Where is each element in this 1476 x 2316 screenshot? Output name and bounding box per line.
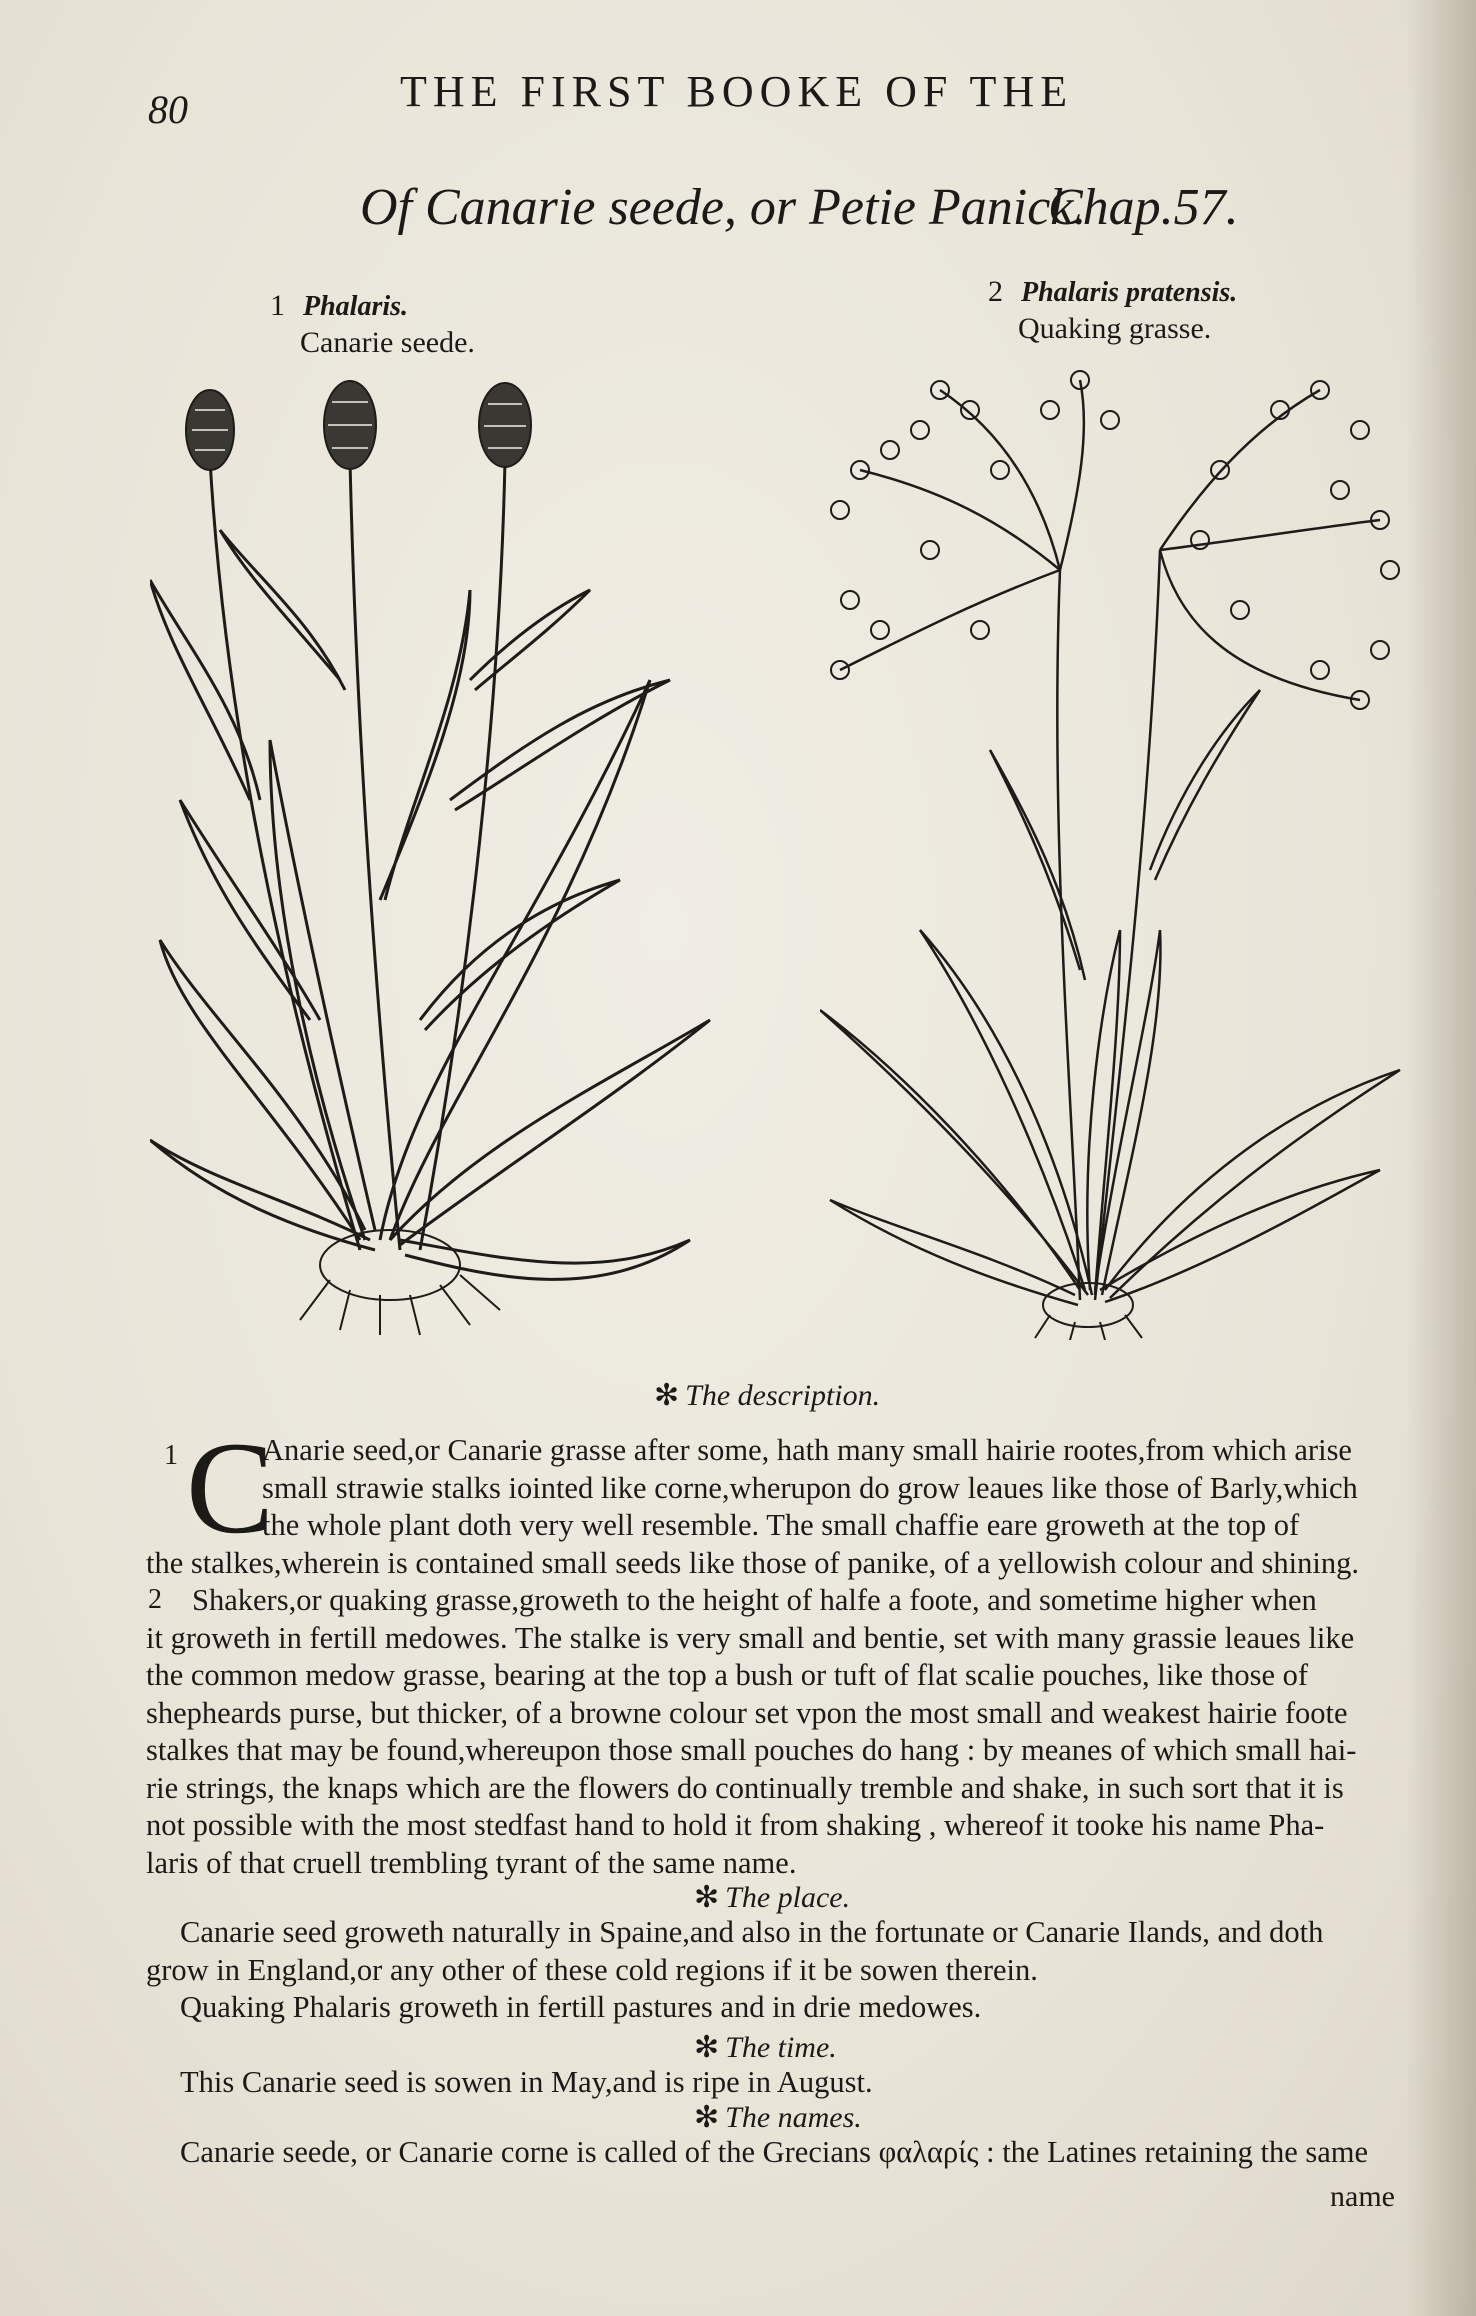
section-heading-time: ✻ The time. [694, 2031, 837, 2064]
text-line: grow in England,or any other of these cold regions if it be sowen therein. [146, 1952, 1038, 1987]
text-line: Shakers,or quaking grasse,groweth to the height of halfe a foote, and sometime higher when [192, 1583, 1317, 1617]
figure-2-caption [988, 274, 1237, 347]
drop-cap: C [186, 1414, 275, 1561]
figure-1-common-name: Canarie seede. [300, 326, 475, 359]
figure-1-caption [270, 288, 475, 361]
text-line: Canarie seede, or Canarie corne is called of the Grecians φαλαρίς : the Latines retaining the same [180, 2135, 1369, 2169]
section-heading-names: ✻ The names. [694, 2101, 862, 2134]
quaking-grass-woodcut [820, 370, 1410, 1340]
text-line: shepheards purse, but thicker, of a browne colour set vpon the most small and weakest hairie foote [146, 1695, 1348, 1730]
description-paragraph-1 [146, 1432, 1410, 1582]
asterism-icon: ✻ [694, 2101, 720, 2134]
chapter-title: Of Canarie seede, or Petie Panick. [360, 179, 1087, 236]
asterism-icon: ✻ [694, 2031, 720, 2064]
names-paragraph [146, 2134, 1410, 2172]
gutter-shadow [1406, 0, 1476, 2316]
figure-1-latin-name: Phalaris. [303, 291, 409, 322]
running-head: THE FIRST BOOKE OF THE [400, 67, 1074, 116]
text-line: not possible with the most stedfast hand to hold it from shaking , whereof it tooke his name Pha- [146, 1808, 1325, 1842]
text-line: small strawie stalks iointed like corne,wherupon do grow leaues like those of Barly,which [262, 1470, 1358, 1505]
text-line: Quaking Phalaris groweth in fertill pastures and in drie medowes. [180, 1990, 982, 2024]
page-number: 80 [148, 87, 188, 132]
canary-grass-woodcut [150, 380, 730, 1340]
text-line: the whole plant doth very well resemble. The small chaffie eare groweth at the top of [262, 1508, 1300, 1542]
paragraph-marker-2: 2 [148, 1584, 162, 1615]
figure-2-number: 2 [988, 275, 1003, 308]
description-paragraph-2 [146, 1582, 1410, 1882]
text-line: laris of that cruell trembling tyrant of the same name. [146, 1845, 797, 1880]
section-heading-description: ✻ The description. [654, 1379, 881, 1412]
section-heading-place: ✻ The place. [694, 1881, 851, 1914]
text-line: stalkes that may be found,whereupon those small pouches do hang : by meanes of which small hai- [146, 1733, 1357, 1767]
text-line: This Canarie seed is sowen in May,and is ripe in August. [180, 2065, 873, 2099]
text-line: Canarie seed groweth naturally in Spaine,and also in the fortunate or Canarie Ilands, and doth [180, 1915, 1324, 1949]
text-line: rie strings, the knaps which are the flowers do continually tremble and shake, in such sort that it is [146, 1770, 1344, 1805]
asterism-icon: ✻ [654, 1379, 680, 1412]
figure-1-number: 1 [270, 289, 285, 322]
catchword: name [1330, 2180, 1395, 2213]
text-line: it groweth in fertill medowes. The stalke is very small and bentie, set with many grassie leaues like [146, 1620, 1355, 1655]
place-paragraph [146, 1914, 1410, 2027]
time-paragraph [146, 2064, 1410, 2102]
chapter-number: Chap.57. [1048, 179, 1239, 236]
text-line: the stalkes,wherein is contained small seeds like those of panike, of a yellowish colour and shining. [146, 1545, 1359, 1580]
text-line: the common medow grasse, bearing at the top a bush or tuft of flat scalie pouches, like those of [146, 1658, 1309, 1692]
paragraph-marker-1: 1 [164, 1440, 178, 1471]
figure-2-latin-name: Phalaris pratensis. [1021, 277, 1238, 308]
text-line: Anarie seed,or Canarie grasse after some, hath many small hairie rootes,from which arise [262, 1433, 1352, 1467]
figure-2-common-name: Quaking grasse. [1018, 312, 1212, 345]
asterism-icon: ✻ [694, 1881, 720, 1914]
